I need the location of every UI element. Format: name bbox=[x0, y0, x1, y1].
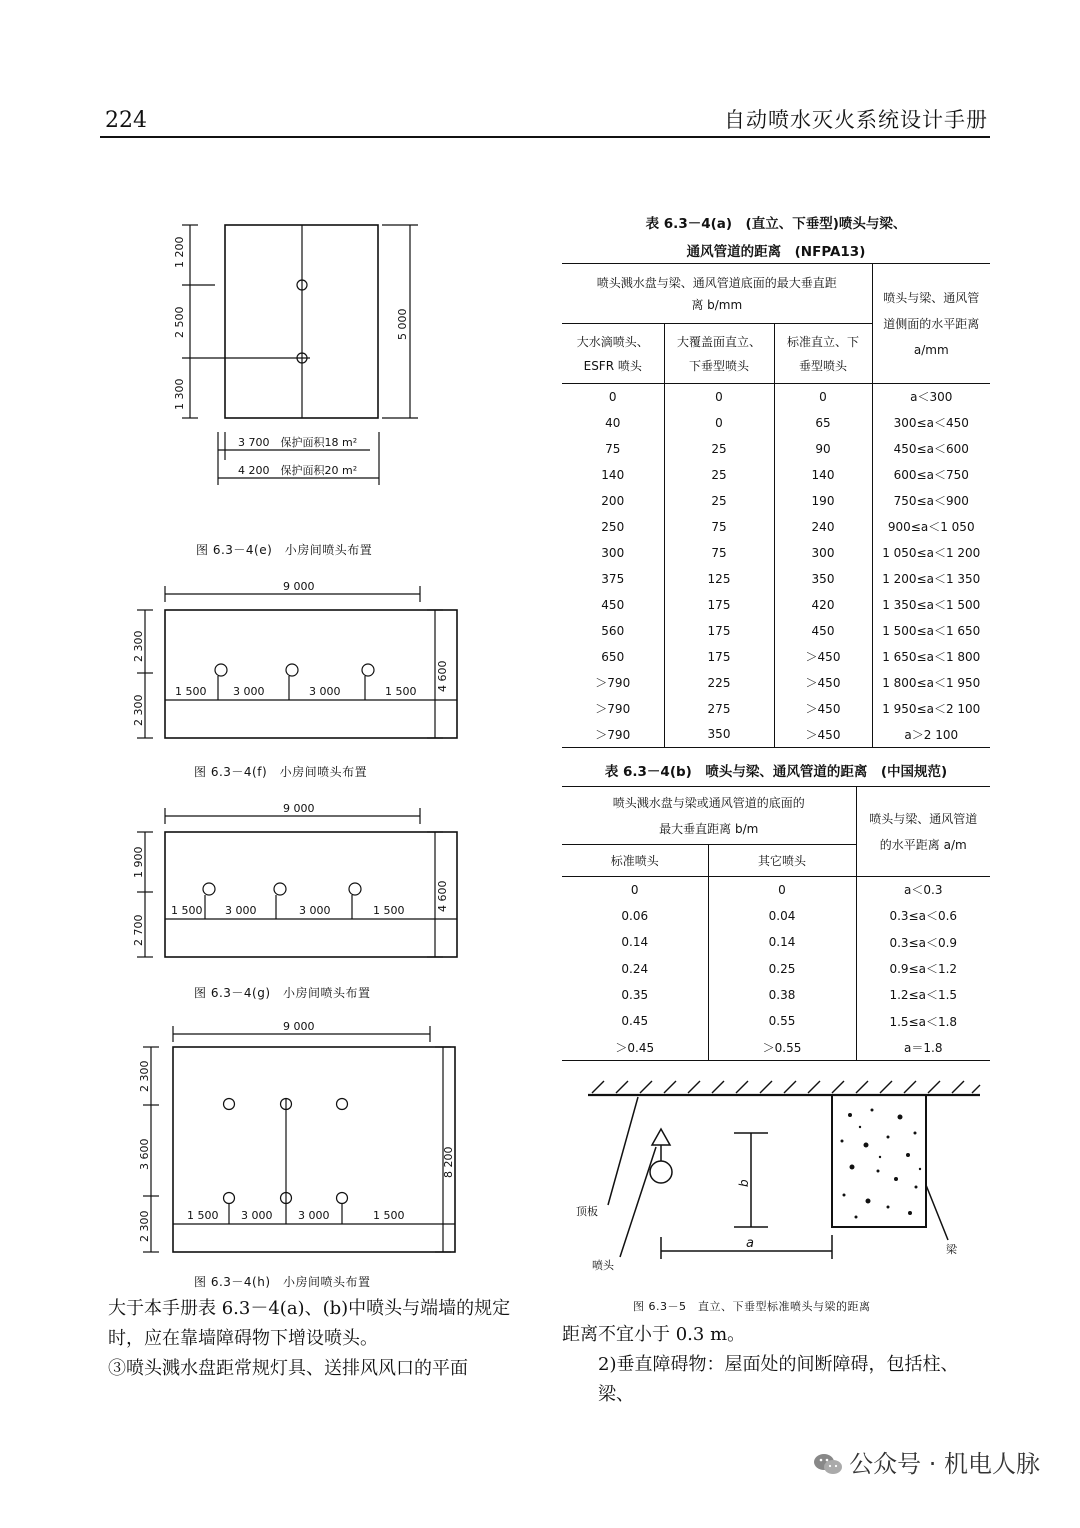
table-a-cell: 25 bbox=[664, 436, 774, 462]
dim-4600: 4 600 bbox=[436, 660, 449, 692]
caption-fig-e: 图 6.3－4(e) 小房间喷头布置 bbox=[196, 543, 373, 557]
dim-1200: 1 200 bbox=[173, 236, 186, 268]
table-b-cell: a＝1.8 bbox=[856, 1034, 990, 1060]
table-a-col2-header: 大覆盖面直立、下垂型喷头 bbox=[664, 324, 774, 384]
table-a-caption-line1: 表 6.3－4(a) (直立、下垂型)喷头与梁、 bbox=[645, 216, 907, 232]
caption-fig-h: 图 6.3－4(h) 小房间喷头布置 bbox=[194, 1275, 371, 1289]
table-b-row bbox=[562, 1008, 990, 1034]
table-a-cell: 0 bbox=[608, 389, 617, 404]
table-a-col4-header: 喷头与梁、通风管道侧面的水平距离 a/mm bbox=[872, 264, 990, 384]
table-b bbox=[562, 786, 990, 1061]
figure-6-3-4h bbox=[125, 1012, 465, 1262]
label-roof: 顶板 bbox=[576, 1205, 598, 1218]
dim-3700: 3 700 保护面积18 m² bbox=[238, 436, 358, 449]
text-line: 时，应在靠墙障碍物下增设喷头。 bbox=[108, 1328, 378, 1349]
label-a: a bbox=[746, 1236, 754, 1251]
dim-1500-right: 1 500 bbox=[373, 904, 405, 917]
table-b-cell: 0.14 bbox=[621, 935, 649, 950]
table-b-cell: 0.06 bbox=[621, 908, 649, 923]
table-a-cell: 560 bbox=[601, 623, 625, 638]
table-a-cell: 350 bbox=[774, 566, 872, 592]
dim-3000-b: 3 000 bbox=[299, 904, 331, 917]
watermark-text: 公众号 · 机电人脉 bbox=[849, 1450, 1040, 1478]
label-b: b bbox=[737, 1179, 751, 1187]
table-b-cell: ＞0.55 bbox=[708, 1034, 856, 1060]
dim-3000-a: 3 000 bbox=[241, 1209, 273, 1222]
table-a-cell: 450 bbox=[601, 597, 625, 612]
sprinkler-symbol bbox=[286, 664, 298, 676]
roof-hatching bbox=[592, 1081, 980, 1093]
figure-6-3-4f bbox=[125, 574, 465, 749]
table-a-cell: 1 800≤a＜1 950 bbox=[872, 670, 990, 696]
table-a-cell: ＞790 bbox=[595, 727, 631, 742]
table-a-cell: 350 bbox=[664, 722, 774, 748]
table-b-caption: 表 6.3－4(b) 喷头与梁、通风管道的距离 (中国规范) bbox=[604, 764, 948, 780]
table-a-cell: 420 bbox=[774, 592, 872, 618]
table-b-cell: 0.14 bbox=[708, 929, 856, 955]
table-a-cell: 75 bbox=[664, 540, 774, 566]
table-a-row bbox=[562, 670, 990, 696]
table-a-cell: 1 950≤a＜2 100 bbox=[872, 696, 990, 722]
table-b-row bbox=[562, 877, 990, 903]
sprinkler-symbol bbox=[224, 1193, 235, 1204]
table-b-cell: a＜0.3 bbox=[856, 877, 990, 903]
dim-3000-b: 3 000 bbox=[309, 685, 341, 698]
sprinkler-symbol bbox=[274, 883, 286, 895]
table-a-cell: 140 bbox=[601, 467, 625, 482]
table-a-cell: 65 bbox=[774, 410, 872, 436]
dim-9000: 9 000 bbox=[283, 1020, 315, 1033]
figure-6-3-4e bbox=[150, 210, 450, 495]
table-a-row bbox=[562, 696, 990, 722]
table-a-cell: 750≤a＜900 bbox=[872, 488, 990, 514]
dim-2700: 2 700 bbox=[132, 914, 145, 946]
table-a-cell: 90 bbox=[774, 436, 872, 462]
table-a-row bbox=[562, 514, 990, 540]
table-a-caption bbox=[562, 212, 990, 260]
table-a-cell: 1 650≤a＜1 800 bbox=[872, 644, 990, 670]
table-b-cell: 0.35 bbox=[621, 987, 649, 1002]
dim-9000: 9 000 bbox=[283, 580, 315, 593]
table-a-row bbox=[562, 618, 990, 644]
table-b-row bbox=[562, 982, 990, 1008]
table-a-cell: 275 bbox=[664, 696, 774, 722]
table-a-cell: 175 bbox=[664, 592, 774, 618]
table-b-cell: 0.25 bbox=[708, 955, 856, 981]
table-a-cell: 900≤a＜1 050 bbox=[872, 514, 990, 540]
text-line: 距离不宜小于 0.3 m。 bbox=[562, 1324, 746, 1345]
caption-fig-g: 图 6.3－4(g) 小房间喷头布置 bbox=[194, 986, 371, 1000]
dim-4200: 4 200 保护面积20 m² bbox=[238, 464, 358, 477]
table-a-col3-header: 标准直立、下垂型喷头 bbox=[774, 324, 872, 384]
table-a-cell: 40 bbox=[605, 415, 621, 430]
table-a-cell: ＞790 bbox=[595, 676, 631, 690]
table-a-cell: 25 bbox=[664, 488, 774, 514]
table-a-row bbox=[562, 540, 990, 566]
dim-3000-b: 3 000 bbox=[298, 1209, 330, 1222]
sprinkler-symbol bbox=[349, 883, 361, 895]
table-b-col3-header: 喷头与梁、通风管道的水平距离 a/m bbox=[856, 787, 990, 877]
table-a-cell: 0 bbox=[664, 410, 774, 436]
table-a-cell: 225 bbox=[664, 670, 774, 696]
table-a-cell: 190 bbox=[774, 488, 872, 514]
dim-1900: 1 900 bbox=[132, 846, 145, 878]
table-a-cell: 450≤a＜600 bbox=[872, 436, 990, 462]
label-beam: 梁 bbox=[946, 1243, 957, 1256]
label-sprinkler: 喷头 bbox=[592, 1259, 614, 1272]
table-a-group-header: 喷头溅水盘与梁、通风管道底面的最大垂直距离 b/mm bbox=[562, 264, 872, 324]
table-a-cell: 250 bbox=[601, 519, 625, 534]
table-a bbox=[562, 263, 990, 748]
table-a-row bbox=[562, 722, 990, 748]
table-b-row bbox=[562, 903, 990, 929]
concrete-texture bbox=[841, 1109, 922, 1219]
dim-9000: 9 000 bbox=[283, 802, 315, 815]
sprinkler-symbol bbox=[224, 1099, 235, 1110]
table-a-cell: 375 bbox=[601, 571, 625, 586]
table-b-cell: 1.5≤a＜1.8 bbox=[856, 1008, 990, 1034]
dim-2300-top: 2 300 bbox=[138, 1060, 151, 1092]
wechat-icon bbox=[813, 1452, 843, 1476]
table-a-row bbox=[562, 592, 990, 618]
dim-3000-a: 3 000 bbox=[225, 904, 257, 917]
sprinkler-symbol bbox=[337, 1099, 348, 1110]
table-a-row bbox=[562, 410, 990, 436]
dim-1500-left: 1 500 bbox=[171, 904, 203, 917]
sprinkler-symbol bbox=[215, 664, 227, 676]
table-a-cell: 650 bbox=[601, 649, 625, 664]
table-a-row bbox=[562, 384, 990, 410]
body-text-left bbox=[108, 1294, 518, 1384]
watermark bbox=[813, 1444, 1040, 1479]
sprinkler-deflector bbox=[652, 1129, 670, 1145]
table-a-cell: ＞450 bbox=[774, 722, 872, 748]
table-a-cell: 300 bbox=[601, 545, 625, 560]
dim-3000-a: 3 000 bbox=[233, 685, 265, 698]
table-a-cell: 175 bbox=[664, 618, 774, 644]
table-a-cell: 125 bbox=[664, 566, 774, 592]
table-a-cell: 0 bbox=[774, 384, 872, 410]
page-number: 224 bbox=[105, 108, 147, 133]
table-b-cell: 0 bbox=[630, 882, 639, 897]
table-a-cell: a＜300 bbox=[872, 384, 990, 410]
table-a-cell: 1 050≤a＜1 200 bbox=[872, 540, 990, 566]
table-a-cell: 140 bbox=[774, 462, 872, 488]
header-rule bbox=[100, 136, 990, 138]
table-a-row bbox=[562, 644, 990, 670]
table-a-cell: 1 200≤a＜1 350 bbox=[872, 566, 990, 592]
table-a-row bbox=[562, 436, 990, 462]
table-b-col1-header: 标准喷头 bbox=[610, 854, 659, 868]
table-b-col2-header: 其它喷头 bbox=[708, 845, 856, 877]
sprinkler-symbol bbox=[362, 664, 374, 676]
table-a-cell: a＞2 100 bbox=[872, 722, 990, 748]
dim-2500: 2 500 bbox=[173, 306, 186, 338]
sprinkler-bulb bbox=[650, 1161, 672, 1183]
table-a-cell: ＞450 bbox=[774, 670, 872, 696]
sprinkler-symbol bbox=[337, 1193, 348, 1204]
table-b-row bbox=[562, 1034, 990, 1060]
dim-4600: 4 600 bbox=[436, 880, 449, 912]
table-b-cell: 0.24 bbox=[621, 961, 649, 976]
table-a-row bbox=[562, 462, 990, 488]
table-a-cell: 75 bbox=[664, 514, 774, 540]
dim-2300-bottom: 2 300 bbox=[138, 1210, 151, 1242]
table-b-cell: 0.45 bbox=[621, 1014, 649, 1029]
caption-fig-f: 图 6.3－4(f) 小房间喷头布置 bbox=[194, 765, 368, 779]
body-text-right bbox=[562, 1320, 992, 1410]
dim-2300-bottom: 2 300 bbox=[132, 694, 145, 726]
table-b-cell: 0.3≤a＜0.6 bbox=[856, 903, 990, 929]
room-outline bbox=[165, 610, 457, 738]
table-b-cell: 0.38 bbox=[708, 982, 856, 1008]
table-a-cell: 175 bbox=[664, 644, 774, 670]
table-a-cell: ＞450 bbox=[774, 696, 872, 722]
table-a-cell: 1 500≤a＜1 650 bbox=[872, 618, 990, 644]
table-b-cell: 0 bbox=[708, 877, 856, 903]
table-a-cell: ＞790 bbox=[595, 702, 631, 716]
beam-section bbox=[832, 1095, 926, 1227]
text-line: 2)垂直障碍物：屋面处的间断障碍，包括柱、梁、 bbox=[598, 1354, 959, 1405]
table-b-row bbox=[562, 955, 990, 981]
table-b-cell: 0.04 bbox=[708, 903, 856, 929]
table-a-col1-header: 大水滴喷头、ESFR 喷头 bbox=[576, 334, 649, 373]
dim-2300-top: 2 300 bbox=[132, 630, 145, 662]
text-line: 大于本手册表 6.3－4(a)、(b)中喷头与端墙的规定 bbox=[108, 1298, 511, 1319]
table-a-cell: 300 bbox=[774, 540, 872, 566]
dim-3600: 3 600 bbox=[138, 1138, 151, 1170]
table-a-row bbox=[562, 566, 990, 592]
dim-1500-left: 1 500 bbox=[187, 1209, 219, 1222]
figure-6-3-5 bbox=[570, 1075, 990, 1290]
book-title: 自动喷水灭火系统设计手册 bbox=[724, 108, 988, 132]
text-line: ③喷头溅水盘距常规灯具、送排风风口的平面 bbox=[108, 1358, 468, 1379]
table-a-cell: 25 bbox=[664, 462, 774, 488]
dim-1300: 1 300 bbox=[173, 378, 186, 410]
table-b-cell: ＞0.45 bbox=[615, 1040, 655, 1055]
table-b-cell: 0.55 bbox=[708, 1008, 856, 1034]
dim-5000: 5 000 bbox=[396, 308, 409, 340]
table-a-cell: 300≤a＜450 bbox=[872, 410, 990, 436]
dim-1500-right: 1 500 bbox=[385, 685, 417, 698]
table-b-group-header: 喷头溅水盘与梁或通风管道的底面的最大垂直距离 b/m bbox=[562, 787, 856, 845]
table-a-cell: 200 bbox=[601, 493, 625, 508]
figure-6-3-4g bbox=[125, 796, 465, 966]
table-b-cell: 1.2≤a＜1.5 bbox=[856, 982, 990, 1008]
table-a-row bbox=[562, 488, 990, 514]
table-b-cell: 0.9≤a＜1.2 bbox=[856, 955, 990, 981]
table-a-cell: ＞450 bbox=[774, 644, 872, 670]
table-a-cell: 450 bbox=[774, 618, 872, 644]
dim-8200: 8 200 bbox=[442, 1146, 455, 1178]
table-a-cell: 600≤a＜750 bbox=[872, 462, 990, 488]
table-b-cell: 0.3≤a＜0.9 bbox=[856, 929, 990, 955]
table-a-cell: 1 350≤a＜1 500 bbox=[872, 592, 990, 618]
sprinkler-symbol bbox=[203, 883, 215, 895]
table-a-caption-line2: 通风管道的距离 (NFPA13) bbox=[686, 244, 866, 260]
table-a-cell: 0 bbox=[664, 384, 774, 410]
table-b-row bbox=[562, 929, 990, 955]
caption-fig-6-3-5: 图 6.3－5 直立、下垂型标准喷头与梁的距离 bbox=[633, 1300, 871, 1313]
table-a-cell: 75 bbox=[605, 441, 621, 456]
table-a-cell: 240 bbox=[774, 514, 872, 540]
dim-1500-left: 1 500 bbox=[175, 685, 207, 698]
dim-1500-right: 1 500 bbox=[373, 1209, 405, 1222]
